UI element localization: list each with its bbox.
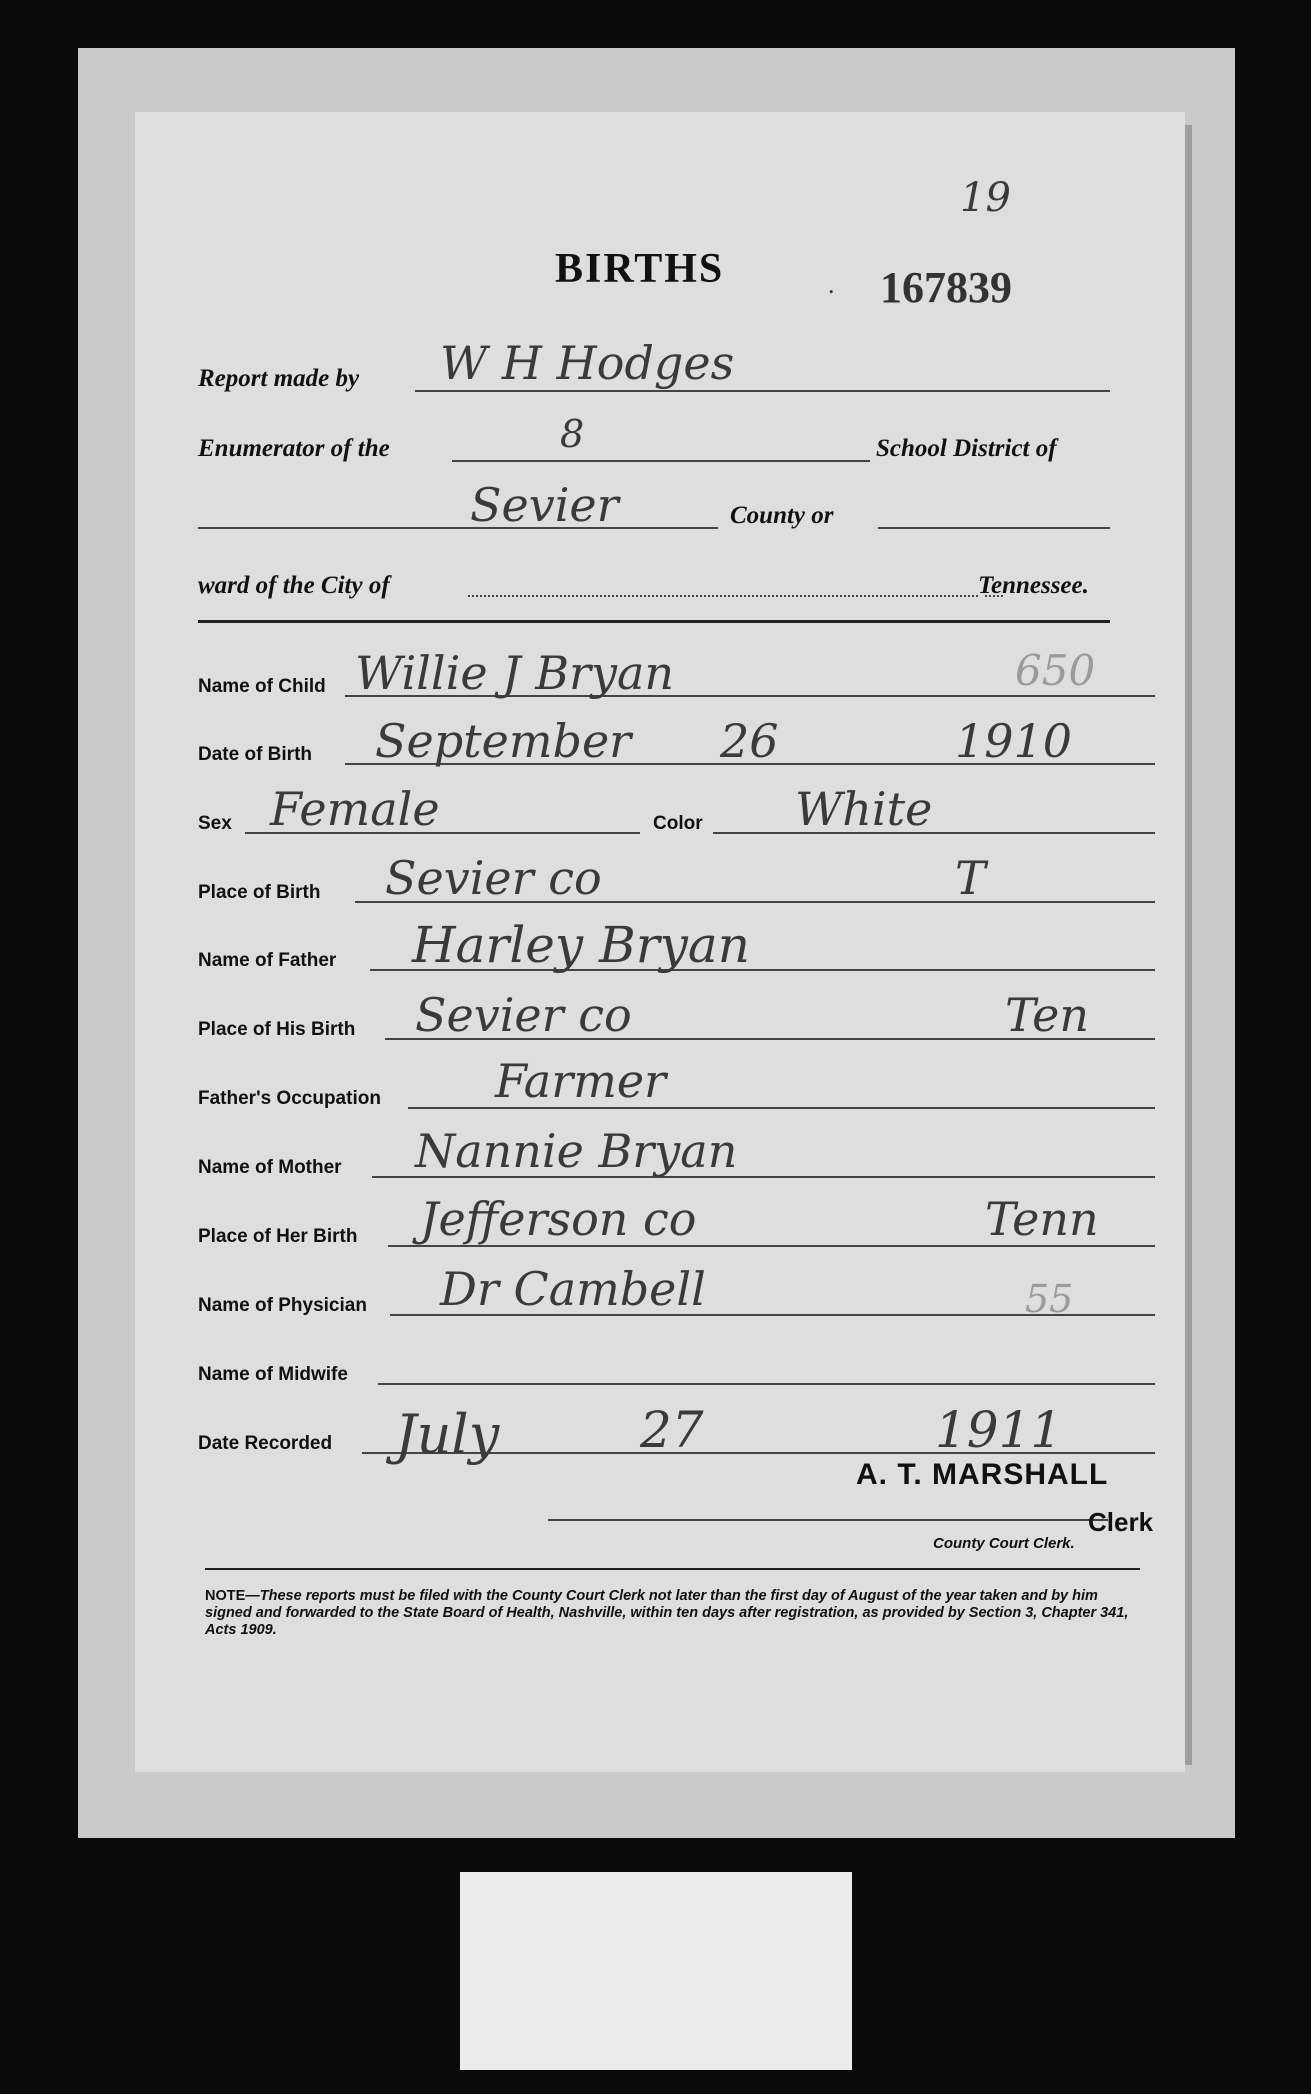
label-place-of-birth: Place of Birth: [198, 882, 321, 903]
certificate-number: 167839: [880, 263, 1012, 312]
label-name-of-physician: Name of Physician: [198, 1295, 367, 1316]
line-ward-city: [468, 595, 978, 597]
father-name: Harley Bryan: [412, 916, 750, 974]
child-name: Willie J Bryan: [355, 646, 675, 700]
physician-name: Dr Cambell: [440, 1262, 706, 1316]
label-county-or: County or: [730, 502, 834, 529]
color-value: White: [795, 782, 933, 836]
note-heading: NOTE: [205, 1588, 246, 1604]
birth-month: September: [375, 714, 632, 768]
form-title: BIRTHS: [555, 246, 725, 292]
label-enumerator: Enumerator of the: [198, 435, 390, 462]
child-margin-number: 650: [1015, 646, 1096, 695]
father-occupation: Farmer: [495, 1054, 667, 1108]
label-fathers-occupation: Father's Occupation: [198, 1088, 381, 1109]
line-county: [198, 527, 718, 529]
school-district-number: 8: [560, 412, 585, 456]
recorded-month: July: [395, 1403, 500, 1466]
recorded-day: 27: [640, 1401, 704, 1459]
filing-note: [205, 1588, 1135, 1639]
county-name: Sevier: [470, 478, 619, 532]
mother-birthplace-state: Tenn: [985, 1192, 1099, 1246]
label-sex: Sex: [198, 813, 232, 834]
label-name-of-child: Name of Child: [198, 676, 326, 697]
birth-day: 26: [720, 714, 779, 768]
title-dot: .: [828, 270, 835, 299]
label-date-recorded: Date Recorded: [198, 1433, 333, 1454]
line-report-made-by: [415, 390, 1110, 392]
label-name-of-mother: Name of Mother: [198, 1157, 342, 1178]
footer-rule: [205, 1568, 1140, 1570]
clerk-title-stamp: Clerk: [1088, 1507, 1154, 1537]
mother-birthplace: Jefferson co: [420, 1192, 697, 1246]
page-number: 19: [960, 175, 1011, 221]
sex-value: Female: [270, 782, 440, 836]
line-clerk-signature: [548, 1519, 1108, 1521]
label-report-made-by: Report made by: [198, 365, 360, 392]
label-place-of-his-birth: Place of His Birth: [198, 1019, 356, 1040]
label-school-district: School District of: [876, 435, 1057, 462]
place-of-birth-state: T: [955, 851, 986, 905]
father-birthplace: Sevier co: [415, 988, 632, 1042]
line-enumerator: [452, 460, 870, 462]
clerk-name-stamp: A. T. MARSHALL: [856, 1458, 1109, 1491]
label-place-of-her-birth: Place of Her Birth: [198, 1226, 358, 1247]
label-date-of-birth: Date of Birth: [198, 744, 312, 765]
label-tennessee: Tennessee.: [978, 572, 1089, 599]
physician-margin-mark: 55: [1025, 1277, 1074, 1321]
birth-year: 1910: [955, 714, 1073, 768]
recorded-year: 1911: [935, 1401, 1063, 1459]
label-name-of-father: Name of Father: [198, 950, 337, 971]
note-text: —These reports must be filed with the County Court Clerk not later than the first day of August of the year taken and by him signed and forwarded to the State Board of Health, Nashville, within ten days after registration, as provided by Section 3, Chapter 341, Acts 1909.: [205, 1588, 1129, 1638]
label-name-of-midwife: Name of Midwife: [198, 1364, 348, 1385]
blank-paper-tag: [460, 1872, 852, 2070]
line-name-of-midwife: [378, 1383, 1155, 1385]
label-ward: ward of the City of: [198, 572, 390, 599]
place-of-birth: Sevier co: [385, 851, 602, 905]
mother-name: Nannie Bryan: [415, 1124, 738, 1178]
header-rule: [198, 620, 1110, 623]
father-birthplace-state: Ten: [1005, 988, 1089, 1042]
label-county-court-clerk: County Court Clerk.: [933, 1535, 1075, 1552]
line-county-or: [878, 527, 1110, 529]
label-color: Color: [653, 813, 703, 834]
line-color: [713, 832, 1155, 834]
reporter-name: W H Hodges: [440, 336, 735, 390]
